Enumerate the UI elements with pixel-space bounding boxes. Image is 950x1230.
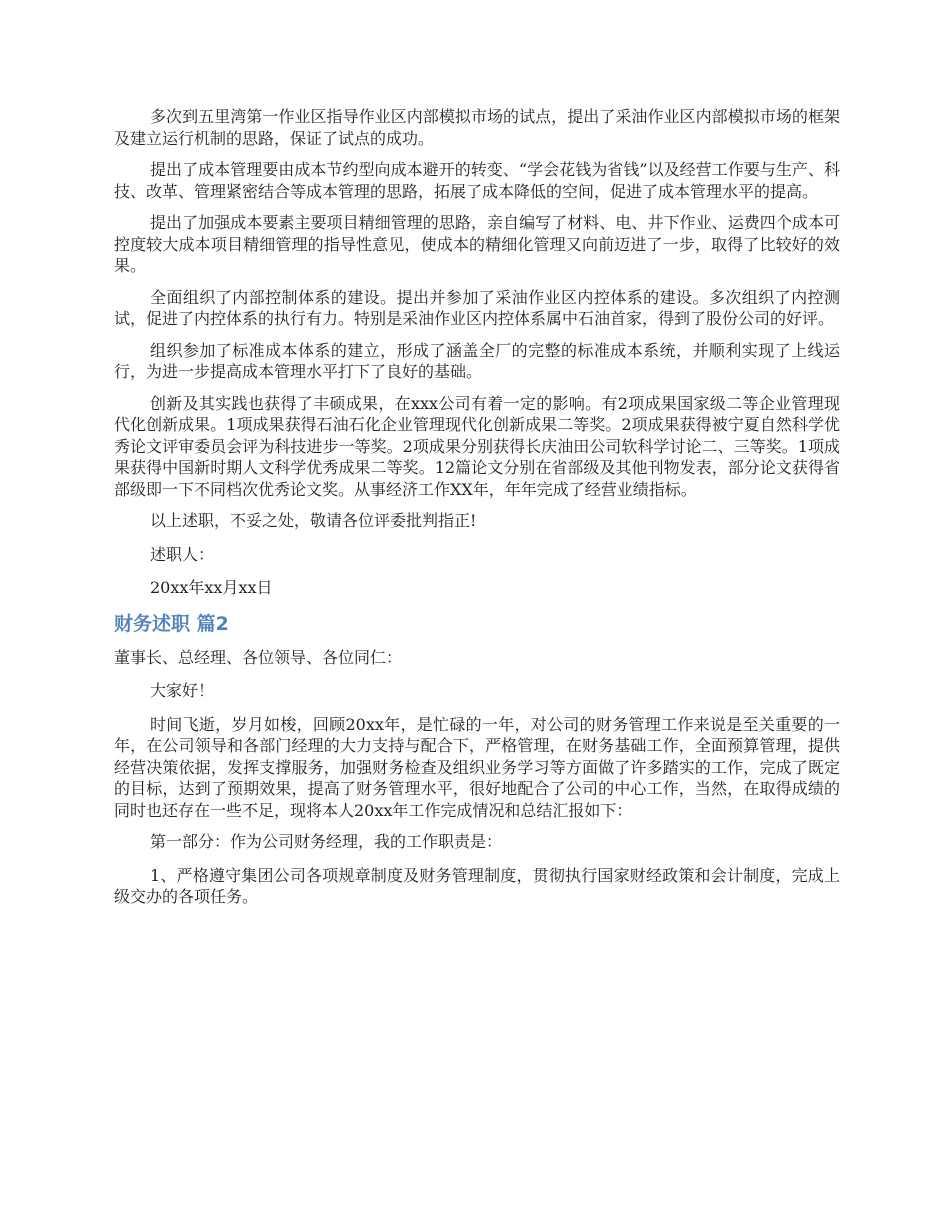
body-paragraph: 第一部分：作为公司财务经理，我的工作职责是： <box>150 832 503 851</box>
body-paragraph: 创新及其实践也获得了丰硕成果，在xxx公司有着一定的影响。有2项成果国家级二等企业管理现代化创新成果。1项成果获得石油石化企业管理现代化创新成果二等奖。2项成果获得被宁夏自然科学优秀论文评审委员会评为科技进步一等奖。2项成果分别获得长庆油田公司软科学讨论二、三等奖。1项成果获得中国新时期人文科学优秀成果二等奖。12篇论文分别在省部级及其他刊物发表，部分论文获得省部级即一下不同档次优秀论文奖。从事经济工作XX年，年年完成了经营业绩指标。 <box>114 393 840 499</box>
body-paragraph: 全面组织了内部控制体系的建设。提出并参加了采油作业区内控体系的建设。多次组织了内控测试，促进了内控体系的执行有力。特别是采油作业区内控体系属中石油首家，得到了股份公司的好评。 <box>114 287 840 328</box>
section-title: 财务述职 篇2 <box>114 612 229 635</box>
body-paragraph: 多次到五里湾第一作业区指导作业区内部模拟市场的试点，提出了采油作业区内部模拟市场的框架及建立运行机制的思路，保证了试点的成功。 <box>114 107 840 148</box>
closing-line: 以上述职，不妥之处，敬请各位评委批判指正! <box>150 511 477 530</box>
greeting: 大家好！ <box>150 681 215 700</box>
body-paragraph: 提出了成本管理要由成本节约型向成本避开的转变、“学会花钱为省钱”以及经营工作要与生产、科技、改革、管理紧密结合等成本管理的思路，拓展了成本降低的空间，促进了成本管理水平的提高。 <box>114 160 840 201</box>
signature-line: 述职人： <box>150 544 215 564</box>
salutation: 董事长、总经理、各位领导、各位同仁： <box>114 647 403 667</box>
date-line: 20xx年xx月xx日 <box>150 578 273 597</box>
body-paragraph: 1、严格遵守集团公司各项规章制度及财务管理制度，贯彻执行国家财经政策和会计制度，完成上级交办的各项任务。 <box>114 865 840 906</box>
body-paragraph: 组织参加了标准成本体系的建立，形成了涵盖全厂的完整的标准成本系统，并顺利实现了上线运行，为进一步提高成本管理水平打下了良好的基础。 <box>114 340 840 381</box>
body-paragraph: 提出了加强成本要素主要项目精细管理的思路，亲自编写了材料、电、井下作业、运费四个成本可控度较大成本项目精细管理的指导性意见，使成本的精细化管理又向前迈进了一步，取得了比较好的效果。 <box>114 213 840 275</box>
body-paragraph: 时间飞逝，岁月如梭，回顾20xx年，是忙碌的一年，对公司的财务管理工作来说是至关重要的一年，在公司领导和各部门经理的大力支持与配合下，严格管理，在财务基础工作，全面预算管理，提供经营决策依据，发挥支撑服务，加强财务检查及组织业务学习等方面做了许多踏实的工作，完成了既定的目标，达到了预期效果，提高了财务管理水平，很好地配合了公司的中心工作，当然，在取得成绩的同时也还存在一些不足，现将本人20xx年工作完成情况和总结汇报如下： <box>114 714 840 820</box>
document-page <box>114 106 840 918</box>
